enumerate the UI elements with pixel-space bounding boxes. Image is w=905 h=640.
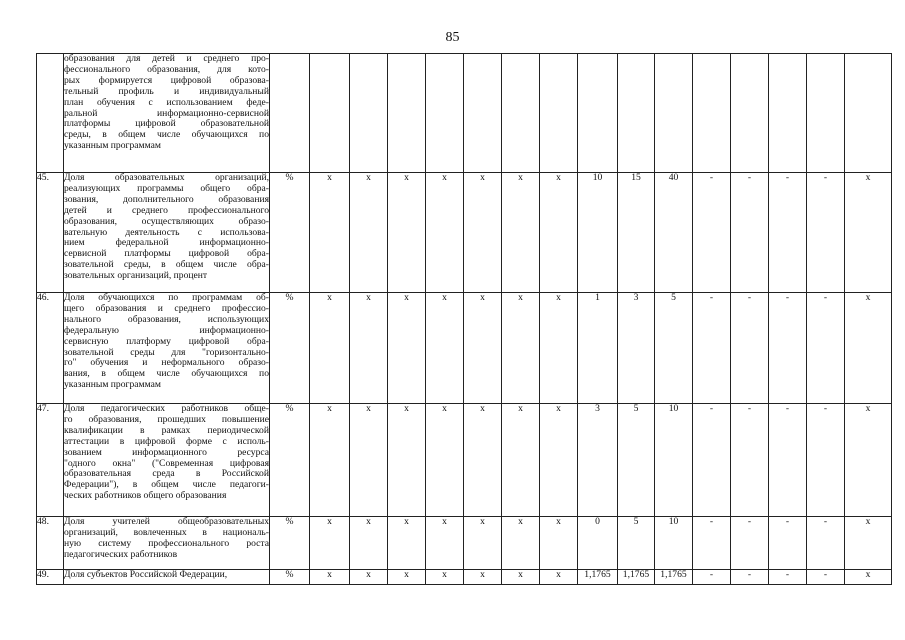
value-cell: x [502, 173, 540, 293]
value-cell [388, 54, 426, 173]
description-line: образования, осуществляющих образо- [64, 216, 269, 227]
indicators-table [36, 53, 892, 585]
description-line: го" обучения и неформального образо- [64, 358, 269, 369]
indicator-description [64, 570, 270, 585]
value-cell: x [464, 293, 502, 404]
indicator-description [64, 54, 270, 173]
value-cell: - [769, 570, 807, 585]
description-line: сервисную платформу цифровой обра- [64, 336, 269, 347]
value-cell: - [807, 173, 845, 293]
description-line: тельный профиль и индивидуальный [64, 86, 269, 97]
value-cell: 5 [618, 404, 655, 517]
unit-cell [270, 54, 310, 173]
value-cell: x [388, 404, 426, 517]
value-cell: x [350, 404, 388, 517]
description-line: зованием информационного ресурса [64, 447, 269, 458]
value-cell: 40 [655, 173, 693, 293]
value-cell: x [388, 570, 426, 585]
description-line: указанным программам [64, 141, 161, 152]
table-row [37, 54, 892, 173]
unit-cell: % [270, 293, 310, 404]
description-line: ческих работников общего образования [64, 491, 227, 502]
description-line: образовательная среда в Российской [64, 469, 269, 480]
table-row [37, 293, 892, 404]
value-cell: 10 [578, 173, 618, 293]
value-cell: x [540, 293, 578, 404]
value-cell: 5 [618, 517, 655, 570]
unit-cell: % [270, 517, 310, 570]
description-line: Доля субъектов Российской Федерации, [64, 570, 228, 580]
value-cell: - [807, 404, 845, 517]
value-cell: - [693, 517, 731, 570]
value-cell: x [350, 293, 388, 404]
value-cell [845, 54, 892, 173]
description-line: нием федеральной информационно- [64, 238, 269, 249]
value-cell: x [310, 173, 350, 293]
indicator-description [64, 173, 270, 293]
table-row [37, 517, 892, 570]
indicator-description [64, 404, 270, 517]
description-line: реализующих программы общего обра- [64, 183, 269, 194]
row-number: 49. [37, 570, 64, 585]
description-line: указанным программам [64, 380, 161, 391]
value-cell: x [845, 570, 892, 585]
description-line: Доля учителей общеобразовательных [64, 517, 269, 527]
table-row [37, 173, 892, 293]
value-cell: x [310, 293, 350, 404]
description-line: Доля обучающихся по программам об- [64, 293, 269, 303]
description-line: вательную деятельность с использова- [64, 227, 269, 238]
description-line: щего образования и среднего профессио- [64, 303, 269, 314]
description-line: зования, дополнительного образования [64, 194, 269, 205]
value-cell: 1 [578, 293, 618, 404]
value-cell: - [769, 404, 807, 517]
description-line: детей и среднего профессионального [64, 205, 269, 216]
description-line: го образования, прошедших повышение [64, 414, 269, 425]
value-cell: x [540, 173, 578, 293]
unit-cell: % [270, 570, 310, 585]
value-cell: - [769, 517, 807, 570]
value-cell [426, 54, 464, 173]
value-cell: x [845, 293, 892, 404]
value-cell [655, 54, 693, 173]
value-cell: x [426, 570, 464, 585]
value-cell: x [426, 293, 464, 404]
description-line: федеральную информационно- [64, 325, 269, 336]
value-cell: x [310, 404, 350, 517]
value-cell: x [502, 293, 540, 404]
value-cell: - [693, 173, 731, 293]
row-number: 48. [37, 517, 64, 570]
value-cell [769, 54, 807, 173]
value-cell [310, 54, 350, 173]
description-line: рых формируется цифровой образова- [64, 75, 269, 86]
value-cell: x [310, 570, 350, 585]
value-cell: - [807, 570, 845, 585]
value-cell: x [540, 404, 578, 517]
value-cell: - [807, 293, 845, 404]
description-line: организаций, вовлеченных в националь- [64, 527, 269, 538]
value-cell: x [845, 404, 892, 517]
value-cell: x [845, 173, 892, 293]
indicator-description [64, 293, 270, 404]
value-cell: x [464, 404, 502, 517]
description-line: образования для детей и среднего про- [64, 54, 269, 64]
value-cell: - [693, 404, 731, 517]
value-cell [540, 54, 578, 173]
value-cell [618, 54, 655, 173]
description-line: зовательной среды, в общем числе обра- [64, 260, 269, 271]
description-line: среды, в общем числе обучающихся по [64, 130, 269, 141]
value-cell: 0 [578, 517, 618, 570]
value-cell: x [426, 404, 464, 517]
value-cell: x [540, 517, 578, 570]
indicator-description [64, 517, 270, 570]
description-line: вания, в общем числе обучающихся по [64, 369, 269, 380]
value-cell: 3 [618, 293, 655, 404]
value-cell: x [845, 517, 892, 570]
value-cell: - [731, 173, 769, 293]
description-line: педагогических работников [64, 549, 178, 560]
description-line: сервисной платформы цифровой обра- [64, 249, 269, 260]
value-cell: 1,1765 [578, 570, 618, 585]
value-cell: - [769, 293, 807, 404]
value-cell: - [769, 173, 807, 293]
value-cell: x [310, 517, 350, 570]
description-line: Доля образовательных организаций, [64, 173, 269, 183]
value-cell: x [388, 293, 426, 404]
value-cell: x [464, 570, 502, 585]
value-cell: x [426, 517, 464, 570]
value-cell: 10 [655, 404, 693, 517]
value-cell [350, 54, 388, 173]
description-line: "одного окна" ("Современная цифровая [64, 458, 269, 469]
description-line: Доля педагогических работников обще- [64, 404, 269, 414]
value-cell: - [731, 293, 769, 404]
row-number: 46. [37, 293, 64, 404]
description-line: фессионального образования, для кото- [64, 64, 269, 75]
value-cell: 15 [618, 173, 655, 293]
row-number: 45. [37, 173, 64, 293]
value-cell: - [731, 517, 769, 570]
description-line: аттестации в цифровой форме с исполь- [64, 436, 269, 447]
description-line: ральной информационно-сервисной [64, 108, 269, 119]
row-number [37, 54, 64, 173]
value-cell: x [426, 173, 464, 293]
table-body [37, 54, 892, 585]
value-cell [807, 54, 845, 173]
value-cell [464, 54, 502, 173]
value-cell: 3 [578, 404, 618, 517]
value-cell: x [350, 173, 388, 293]
row-number: 47. [37, 404, 64, 517]
value-cell [693, 54, 731, 173]
table-row [37, 570, 892, 585]
description-line: платформы цифровой образовательной [64, 119, 269, 130]
value-cell: x [502, 517, 540, 570]
page-number: 85 [445, 30, 460, 45]
description-line: Федерации"), в общем числе педагоги- [64, 480, 269, 491]
description-line: ную систему профессионального роста [64, 538, 269, 549]
value-cell: x [464, 173, 502, 293]
value-cell: x [540, 570, 578, 585]
value-cell [578, 54, 618, 173]
value-cell [502, 54, 540, 173]
value-cell: 1,1765 [618, 570, 655, 585]
description-line: нального образования, использующих [64, 314, 269, 325]
value-cell: - [693, 570, 731, 585]
value-cell: x [464, 517, 502, 570]
value-cell: - [807, 517, 845, 570]
value-cell: x [350, 570, 388, 585]
description-line: план обучения с использованием феде- [64, 97, 269, 108]
unit-cell: % [270, 404, 310, 517]
value-cell: - [693, 293, 731, 404]
unit-cell: % [270, 173, 310, 293]
value-cell: x [502, 404, 540, 517]
value-cell: x [502, 570, 540, 585]
value-cell: x [350, 517, 388, 570]
value-cell: 10 [655, 517, 693, 570]
value-cell: 1,1765 [655, 570, 693, 585]
description-line: квалификации в рамках периодической [64, 425, 269, 436]
value-cell: - [731, 570, 769, 585]
table-row [37, 404, 892, 517]
description-line: зовательной среды для "горизонтально- [64, 347, 269, 358]
value-cell [731, 54, 769, 173]
value-cell: 5 [655, 293, 693, 404]
value-cell: x [388, 517, 426, 570]
value-cell: - [731, 404, 769, 517]
value-cell: x [388, 173, 426, 293]
description-line: зовательных организаций, процент [64, 271, 208, 282]
